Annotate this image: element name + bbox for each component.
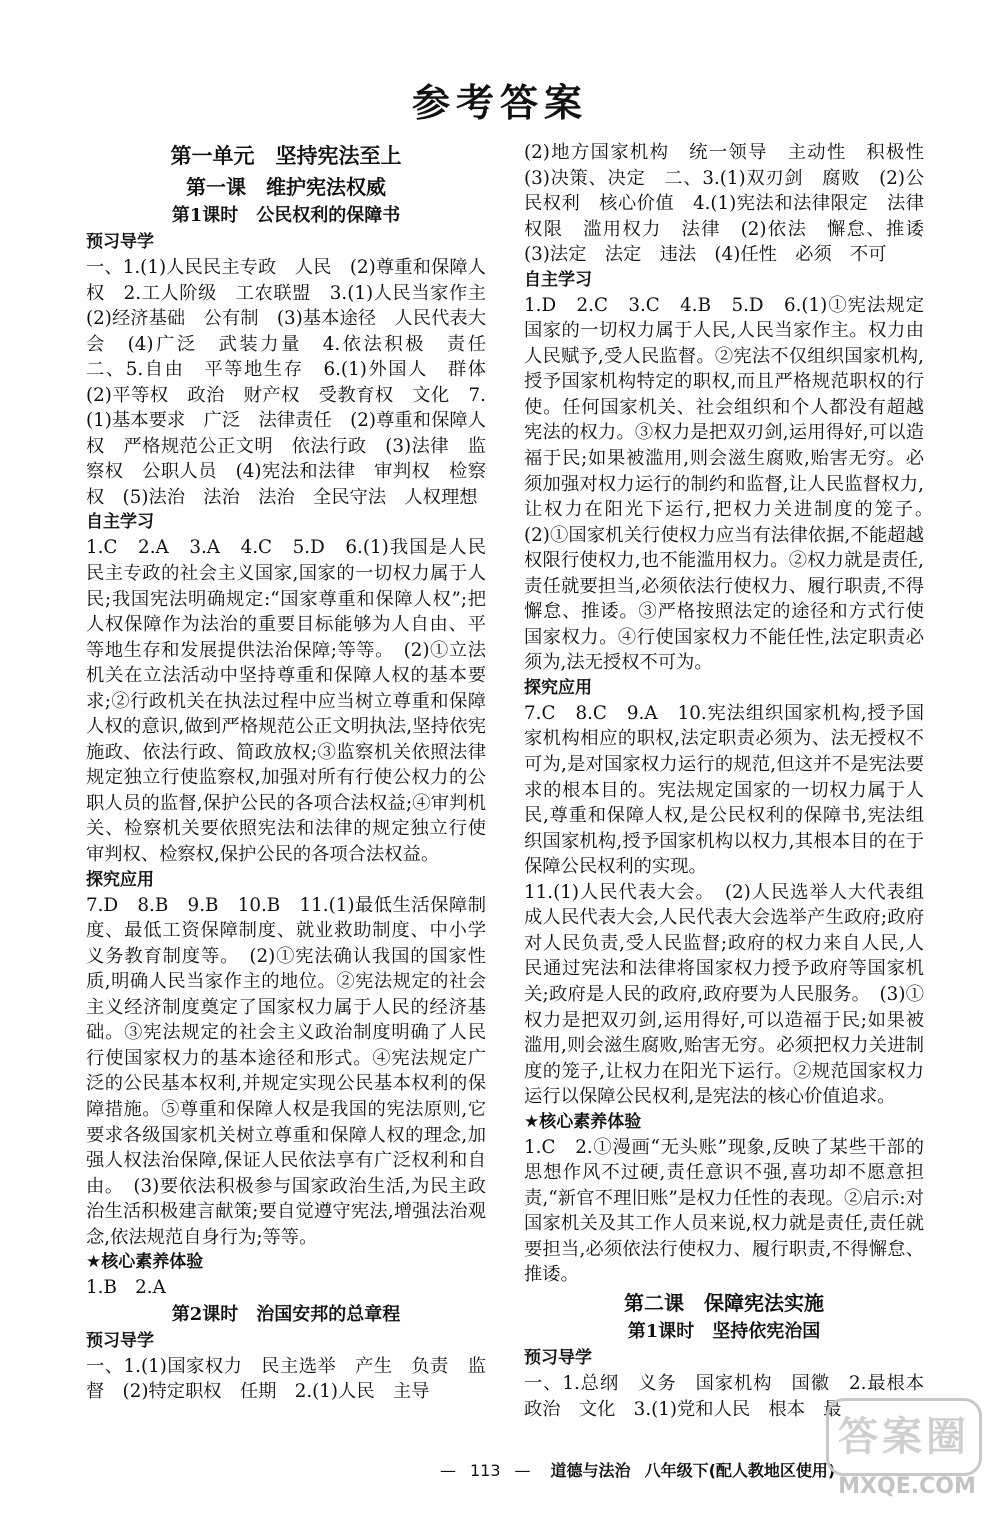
section-heading: 自主学习 (524, 269, 592, 290)
page-title: 参考答案 (411, 81, 588, 125)
answer-paragraph: (2)地方国家机构 统一领导 主动性 积极性 (3)决策、决定 二、3.(1)双刃剑 腐败 (2)公民权利 核心价值 4.(1)宪法和法律限定 法律 权限 滥用权力 法律 (2)依法 懈怠、推诿 (3)法定 法定 违法 (4)任性 必须 不可 (524, 142, 943, 266)
lesson-heading: 第一课 维护宪法权威 (186, 175, 386, 199)
section-heading: 探究应用 (86, 869, 154, 890)
page-number: 113 (470, 1461, 501, 1480)
section-heading: ★核心素养体验 (86, 1252, 204, 1273)
watermark-badge: 答案圈 (826, 1398, 982, 1476)
right-column (524, 140, 943, 1422)
watermark-url: MXQE.COM (838, 1474, 976, 1499)
period-heading: 第2课时 治国安邦的总章程 (171, 1303, 401, 1325)
grade-label: 八年级下(配人教地区使用) (644, 1461, 836, 1480)
watermark-logo (832, 1398, 982, 1506)
answer-paragraph: 一、1.(1)国家权力 民主选举 产生 负责 监督 (2)特定职权 任期 2.(1)人民 主导 (86, 1355, 486, 1403)
answer-paragraph: 1.B 2.A (86, 1277, 166, 1299)
period-heading: 第1课时 公民权利的保障书 (171, 205, 401, 226)
section-heading: ★核心素养体验 (524, 1111, 642, 1132)
lesson-heading: 第二课 保障宪法实施 (624, 1290, 824, 1315)
section-heading: 预习导学 (524, 1347, 592, 1368)
section-heading: 自主学习 (86, 512, 154, 533)
unit-heading: 第一单元 坚持宪法至上 (170, 144, 402, 168)
answer-paragraph: 一、1.总纲 义务 国家机构 国徽 2.最根本 政治 文化 3.(1)党和人民 根本 最 (524, 1372, 943, 1420)
answer-paragraph: 1.C 2.①漫画“无头账”现象,反映了某些干部的思想作风不过硬,责任意识不强,喜功却不愿意担责,“新官不理旧账”是权力任性的表现。②启示:对国家机关及其工作人员来说,权力就是责任,责任就要担当,必须依法行使权力、履行职责,不得懈怠、推诿。 (524, 1136, 924, 1286)
page-footer (440, 1458, 835, 1481)
answer-paragraph: 7.C 8.C 9.A 10.宪法组织国家机构,授予国家机构相应的职权,法定职责必须为、法无授权不可为,是对国家权力运行的规范,但这并不是宪法要求的根本目的。宪法规定国家的一切权力属于人民,尊重和保障人权,是公民权利的保障书,宪法组织国家机构,授予国家机构以权力,其根本目的在于保障公民权利的实现。 (524, 702, 924, 878)
section-heading: 探究应用 (524, 677, 592, 698)
period-heading: 第1课时 坚持依宪治国 (627, 1320, 821, 1342)
left-column (86, 140, 505, 1405)
answer-paragraph: 7.D 8.B 9.B 10.B 11.(1)最低生活保障制度、最低工资保障制度、就业救助制度、中小学义务教育制度等。 (2)①宪法确认我国的国家性质,明确人民当家作主的地位。②宪法规定的社会主义经济制度奠定了国家权力属于人民的经济基础。③宪法规定的社会主义政治制度明确了人民行使国家权力的基本途径和形式。④宪法规定广泛的公民基本权利,并规定实现公民基本权利的保障措施。⑤尊重和保障人权是我国的宪法原则,它要求各级国家机关树立尊重和保障人权的理念,加强人权法治保障,保证人民依法享有广泛权利和自由。 (3)要依法积极参与国家政治生活,为民主政治生活积极建言献策;要自觉遵守宪法,增强法治观念,依法规范自身行为;等等。 (86, 894, 486, 1248)
answer-paragraph: 1.D 2.C 3.C 4.B 5.D 6.(1)①宪法规定国家的一切权力属于人民,人民当家作主。权力由人民赋予,受人民监督。②宪法不仅组织国家机构,授予国家机构特定的职权,而且严格规范职权的行使。任何国家机关、社会组织和个人都没有超越宪法的权力。③权力是把双刃剑,运用得好,可以造福于民;如果被滥用,则会滋生腐败,贻害无穷。必须加强对权力运行的制约和监督,让人民监督权力,让权力在阳光下运行,把权力关进制度的笼子。 (2)①国家机关行使权力应当有法律依据,不能超越权限行使权力,也不能滥用权力。②权力就是责任,责任就要担当,必须依法行使权力、履行职责,不得懈怠、推诿。③严格按照法定的途径和方式行使国家权力。④行使国家权力不能任性,法定职责必须为,法无授权不可为。 (524, 294, 943, 674)
answer-paragraph: 11.(1)人民代表大会。 (2)人民选举人大代表组成人民代表大会,人民代表大会选举产生政府;政府对人民负责,受人民监督;政府的权力来自人民,人民通过宪法和法律将国家权力授予政府等国家机关;政府是人民的政府,政府要为人民服务。 (3)①权力是把双刃剑,运用得好,可以造福于民;如果被滥用,则会滋生腐败,贻害无穷。必须把权力关进制度的笼子,让权力在阳光下运行。②规范国家权力运行以保障公民权利,是宪法的核心价值追求。 (524, 881, 924, 1108)
answer-paragraph: 一、1.(1)人民民主专政 人民 (2)尊重和保障人权 2.工人阶级 工农联盟 3.(1)人民当家作主 (2)经济基础 公有制 (3)基本途径 人民代表大会 (4)广泛 武装力量 4.依法积极 责任 二、5.自由 平等地生存 6.(1)外国人 群体 (2)平等权 政治 财产权 受教育权 文化 7.(1)基本要求 广泛 法律责任 (2)尊重和保障人权 严格规范公正文明 依法行政 (3)法律 监察权 公职人员 (4)宪法和法律 审判权 检察权 (5)法治 法治 法治 全民守法 人权理想 (86, 257, 505, 508)
section-heading: 预习导学 (86, 232, 154, 252)
answer-paragraph: 1.C 2.A 3.A 4.C 5.D 6.(1)我国是人民民主专政的社会主义国家,国家的一切权力属于人民;我国宪法明确规定:“国家尊重和保障人权”;把人权保障作为法治的重要目标能够为人自由、平等地生存和发展提供法治保障;等等。 (2)①立法机关在立法活动中坚持尊重和保障人权的基本要求;②行政机关在执法过程中应当树立尊重和保障人权的意识,做到严格规范公正文明执法,坚持依宪施政、依法行政、简政放权;③监察机关依照法律规定独立行使监察权,加强对所有行使公权力的公职人员的监督,保护公民的各项合法权益;④审判机关、检察机关要依照宪法和法律的规定独立行使审判权、检察权,保护公民的各项合法权益。 (86, 537, 486, 866)
footer-dash: — (440, 1461, 456, 1480)
section-heading: 预习导学 (86, 1330, 154, 1351)
subject-label: 道德与法治 (550, 1461, 631, 1480)
footer-dash: — (514, 1461, 531, 1480)
